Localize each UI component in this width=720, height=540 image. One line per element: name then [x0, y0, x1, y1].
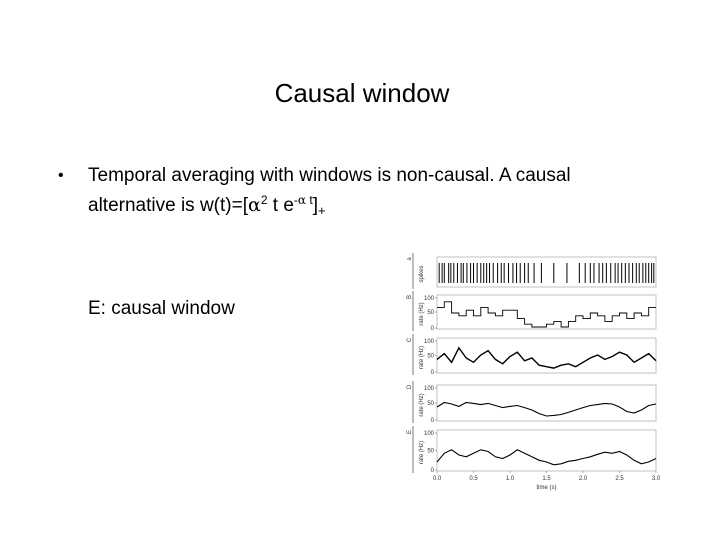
x-tick-label: 2.0	[578, 476, 588, 482]
panel-ylabel: rate (Hz)	[419, 440, 425, 465]
panel-ylabel: rate (Hz)	[419, 393, 425, 417]
exponent	[294, 193, 313, 207]
panel-letter: a	[407, 257, 413, 261]
rate-trace-e	[437, 450, 656, 465]
y-tick-label: 100	[423, 386, 434, 392]
y-tick-label: 50	[427, 353, 434, 360]
y-tick-label: 0	[430, 418, 434, 424]
y-tick-label: 100	[423, 431, 434, 437]
x-tick-label: 0.0	[432, 476, 442, 482]
bullet-line-1: Temporal averaging with windows is non-causal. A causal	[88, 165, 571, 186]
exponent-t: t	[306, 193, 313, 207]
x-tick-label: 1.5	[542, 476, 551, 482]
x-tick-label: 1.0	[505, 476, 515, 482]
panel-letter: D	[407, 384, 413, 390]
rate-trace-d	[437, 403, 656, 417]
slide-title: Causal window	[274, 78, 450, 108]
y-tick-label: 50	[427, 448, 434, 455]
bullet-text	[88, 163, 708, 223]
formula-mid: t e	[267, 195, 294, 216]
x-tick-label: 0.5	[469, 476, 478, 482]
rate-trace-c	[437, 348, 656, 368]
y-tick-label: 50	[427, 310, 434, 316]
panel-frame	[437, 430, 656, 471]
bullet-line-2	[88, 188, 708, 223]
panel-ylabel: rate (Hz)	[419, 302, 425, 326]
exponent-alpha: α	[297, 193, 307, 207]
formula-close-bracket: ]	[312, 195, 318, 216]
panel-frame	[437, 338, 656, 373]
spike-rate-figure	[380, 245, 665, 500]
exponent-2: 2	[260, 193, 268, 207]
y-tick-label: 0	[430, 370, 434, 376]
panel-letter: C	[407, 337, 413, 343]
alpha-symbol: α	[247, 194, 261, 216]
panel-ylabel: rate (Hz)	[419, 345, 425, 370]
panel-letter: E	[407, 429, 413, 435]
formula-prefix: alternative is w(t)=[	[88, 195, 248, 216]
formula-subscript-plus: +	[317, 203, 326, 218]
y-tick-label: 0	[430, 326, 434, 332]
caption-causal-window: E: causal window	[88, 298, 235, 319]
bullet-marker: •	[58, 167, 64, 184]
y-tick-label: 100	[423, 339, 434, 345]
x-axis-label: time (s)	[536, 485, 557, 491]
rate-trace-b	[437, 302, 656, 327]
y-tick-label: 100	[423, 296, 434, 302]
panel-frame	[437, 257, 656, 287]
exponent-minus: -	[293, 193, 298, 207]
panel-ylabel: spikes	[419, 265, 425, 283]
y-tick-label: 50	[427, 401, 434, 407]
panel-letter: B	[407, 294, 413, 300]
x-tick-label: 2.5	[615, 476, 624, 482]
y-tick-label: 0	[430, 468, 434, 474]
x-tick-label: 3.0	[651, 476, 661, 482]
